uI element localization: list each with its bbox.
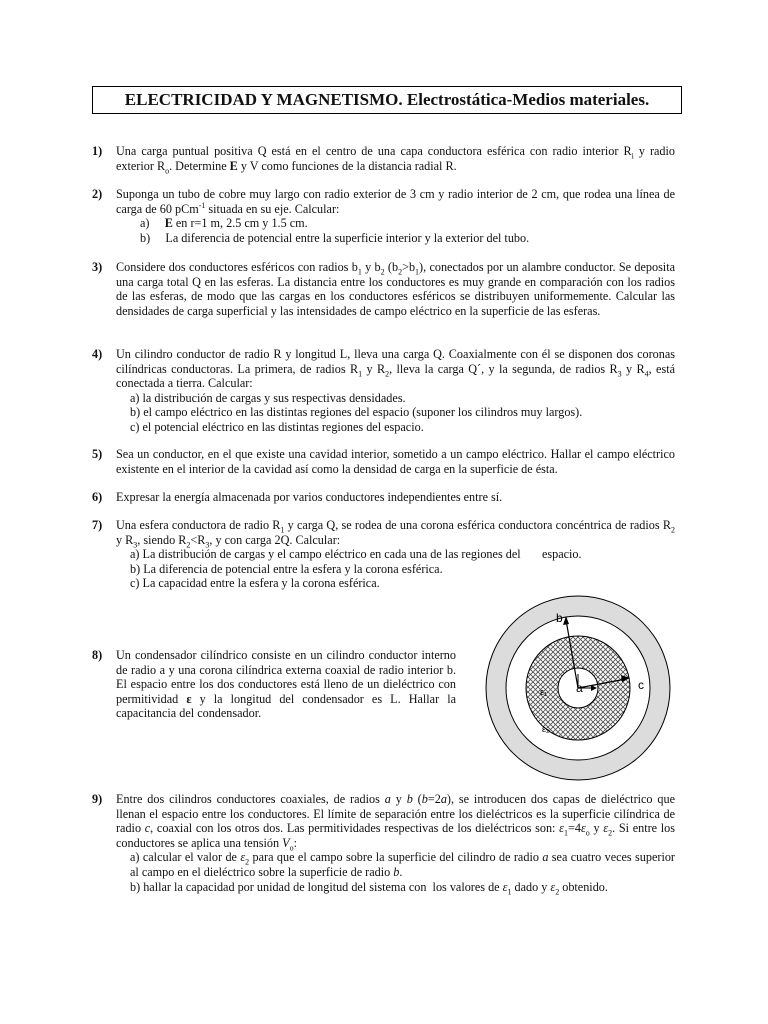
problem-number: 2) — [92, 187, 103, 201]
problem-number: 5) — [92, 447, 103, 461]
problem-text: Una carga puntual positiva Q está en el centro de una capa conductora esférica con radio interior $R_i$ y radio exterior $R_o$. Determine E y V como funciones de la distancia radial R. — [116, 144, 675, 176]
label-a: a — [576, 681, 583, 695]
problem-number: 4) — [92, 347, 103, 361]
problem-text: Considere dos conductores esféricos con radios $b_1$ y $b_2$ $(b_2>b_1)$, conectados por un alambre conductor. Se deposita una carga total Q en las esferas. La distancia entre los conductores es muy grande en comparación con los radios de las esferas, de modo que las cargas en los conductores esféricos se distribuyen uniformemente. Calcular las densidades de carga superficial y las intensidades de campo eléctrico en la superficie de las esferas. — [116, 260, 675, 318]
problem-number: 1) — [92, 144, 103, 158]
problem-text: Un cilindro conductor de radio R y longitud L, lleva una carga Q. Coaxialmente con él se disponen dos coronas cilíndricas conductoras. La primera, de radios $R_1$ y $R_2$, lleva la carga Q´, y la segunda, de radios $R_3$ y $R_4$, está conectada a tierra. Calcular: a) la distribución de cargas y sus respectivas densidades. b) el campo eléctrico en las distintas regiones del espacio (suponer los cilindros muy largos). c) el potencial eléctrico en las distintas regiones del espacio. — [116, 347, 676, 434]
problem-text: Entre dos cilindros conductores coaxiales, de radios a y b (b=2a), se introducen dos capas de dieléctrico que llenan el espacio entre los conductores. El límite de separación entre los dieléctricos es la superficie cilíndrica de radio c, coaxial con los otros dos. Las permitividades respectivas de los dieléctricos son: $\varepsilon_1=4\varepsilon_o$ y $\varepsilon_2$. Si entre los conductores se aplica una tensión $V_o$: a) calcular el valor de $\varepsilon_2$ para que el campo sobre la superficie del cilindro de radio a sea cuatro veces superior al campo en el dieléctrico sobre la superficie de radio b. b) hallar la capacidad por unidad de longitud del sistema con los valores de $\varepsilon_1$ dado y $\varepsilon_2$ obtenido. — [116, 792, 676, 896]
coaxial-cylinder-diagram — [478, 592, 678, 792]
label-eps1: ε₁ — [540, 687, 548, 697]
document-title: ELECTRICIDAD Y MAGNETISMO. Electrostática-Medios materiales. — [92, 86, 682, 114]
problem-number: 6) — [92, 490, 103, 504]
problem-number: 9) — [92, 792, 103, 806]
problem-text: Expresar la energía almacenada por varios conductores independientes entre sí. — [116, 490, 503, 504]
problem-text: Sea un conductor, en el que existe una cavidad interior, sometido a un campo eléctrico. Hallar el campo eléctrico existente en el interior de la cavidad así como la densidad de carga en la superficie de ésta. — [116, 447, 675, 476]
problem-number: 7) — [92, 518, 103, 532]
problem-number: 8) — [92, 648, 103, 662]
problem-text: Una esfera conductora de radio $R_1$ y carga Q, se rodea de una corona esférica conductora concéntrica de radios $R_2$ y $R_3$, siendo $R_2<R_3$, y con carga 2Q. Calcular: a) La distribución de cargas y el campo eléctrico en cada una de las regiones del espacio. b) La diferencia de potencial entre la esfera y la corona esférica. c) La capacidad entre la esfera y la corona esférica. — [116, 518, 675, 591]
problem-text: Un condensador cilíndrico consiste en un cilindro conductor interno de radio a y una corona cilíndrica externa coaxial de radio interior b. El espacio entre los dos conductores está lleno de un dieléctrico con permitividad ε y la longitud del condensador es L. Hallar la capacitancia del condensador. — [116, 648, 456, 721]
problem-text: Suponga un tubo de cobre muy largo con radio exterior de 3 cm y radio interior de 2 cm, que rodea una línea de carga de 60 pCm$^{-1}$ situada en su eje. Calcular: a) E en r=1 m, 2.5 cm y 1.5 cm. b) La diferencia de potencial entre la superficie interior y la exterior del tubo. — [116, 187, 675, 245]
label-c: c — [638, 678, 644, 692]
label-eps2: ε₂ — [542, 724, 550, 734]
label-b: b — [556, 611, 563, 625]
problem-number: 3) — [92, 260, 103, 274]
